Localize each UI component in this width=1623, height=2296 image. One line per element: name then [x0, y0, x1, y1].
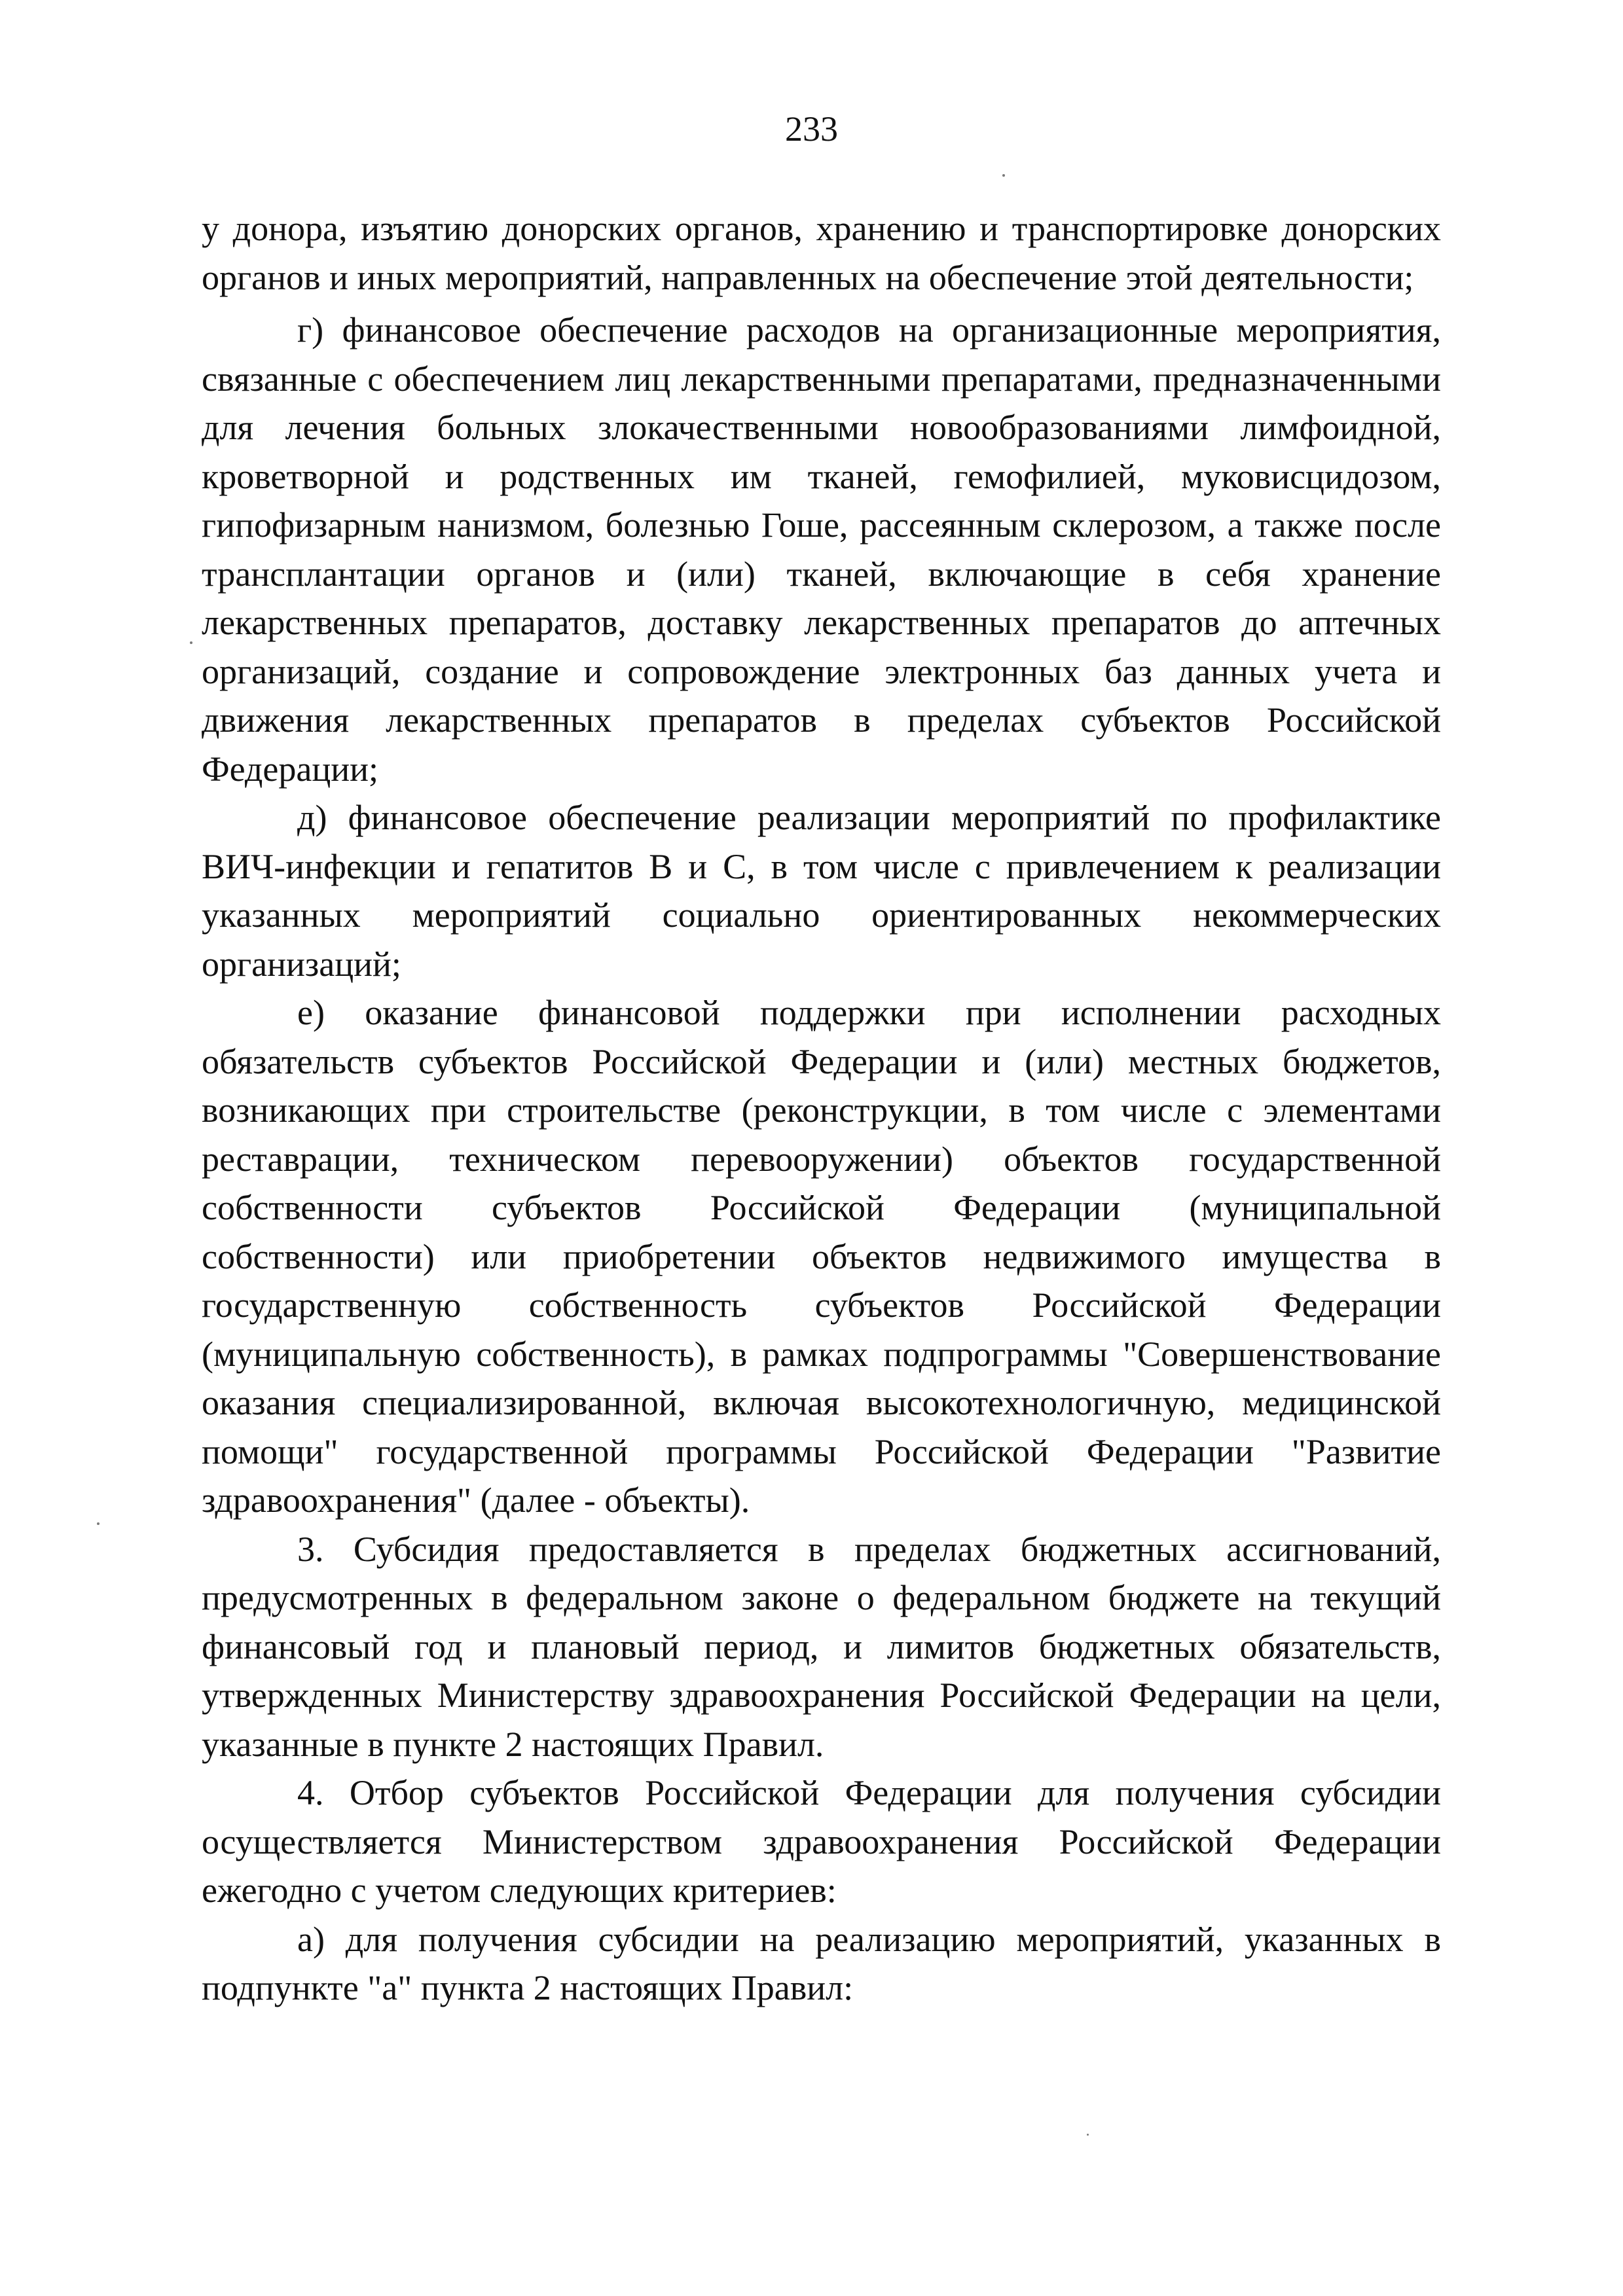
- scan-speck: [1002, 174, 1005, 177]
- document-body: [202, 204, 1441, 2013]
- scan-speck: [97, 1522, 100, 1525]
- paragraph-continuation: у донора, изъятию донорских органов, хранению и транспортировке донорских органов и иных мероприятий, направленных на обеспечение этой деятельности;: [202, 209, 1441, 297]
- paragraph-item-g: г) финансовое обеспечение расходов на организационные мероприятия, связанные с обеспечением лиц лекарственными препаратами, предназначенными для лечения больных злокачественными новообразованиями лимфоидной, кроветворной и родственных им тканей, гемофилией, муковисцидозом, гипофизарным нанизмом, болезнью Гоше, рассеянным склерозом, а также после трансплантации органов и (или) тканей, включающие в себя хранение лекарственных препаратов, доставку лекарственных препаратов до аптечных организаций, создание и сопровождение электронных баз данных учета и движения лекарственных препаратов в пределах субъектов Российской Федерации;: [202, 310, 1441, 789]
- paragraph-clause-3: 3. Субсидия предоставляется в пределах бюджетных ассигнований, предусмотренных в федеральном законе о федеральном бюджете на текущий финансовый год и плановый период, и лимитов бюджетных обязательств, утвержденных Министерству здравоохранения Российской Федерации на цели, указанные в пункте 2 настоящих Правил.: [202, 1529, 1441, 1764]
- paragraph-clause-4: 4. Отбор субъектов Российской Федерации для получения субсидии осуществляется Министерством здравоохранения Российской Федерации ежегодно с учетом следующих критериев:: [202, 1773, 1441, 1910]
- paragraph-item-a: а) для получения субсидии на реализацию мероприятий, указанных в подпункте "а" пункта 2 настоящих Правил:: [202, 1919, 1441, 2007]
- scan-speck: [190, 641, 192, 644]
- paragraph-item-d: д) финансовое обеспечение реализации мероприятий по профилактике ВИЧ-инфекции и гепатитов В и С, в том числе с привлечением к реализации указанных мероприятий социально ориентированных некоммерческих организаций;: [202, 798, 1441, 984]
- scan-speck: [1087, 2134, 1089, 2136]
- paragraph-item-e: е) оказание финансовой поддержки при исполнении расходных обязательств субъектов Российской Федерации и (или) местных бюджетов, возникающих при строительстве (реконструкции, в том числе с элементами реставрации, техническом перевооружении) объектов государственной собственности субъектов Российской Федерации (муниципальной собственности) или приобретении объектов недвижимого имущества в государственную собственность субъектов Российской Федерации (муниципальную собственность), в рамках подпрограммы "Совершенствование оказания специализированной, включая высокотехнологичную, медицинской помощи" государственной программы Российской Федерации "Развитие здравоохранения" (далее - объекты).: [202, 993, 1441, 1520]
- page-number: 233: [785, 109, 838, 149]
